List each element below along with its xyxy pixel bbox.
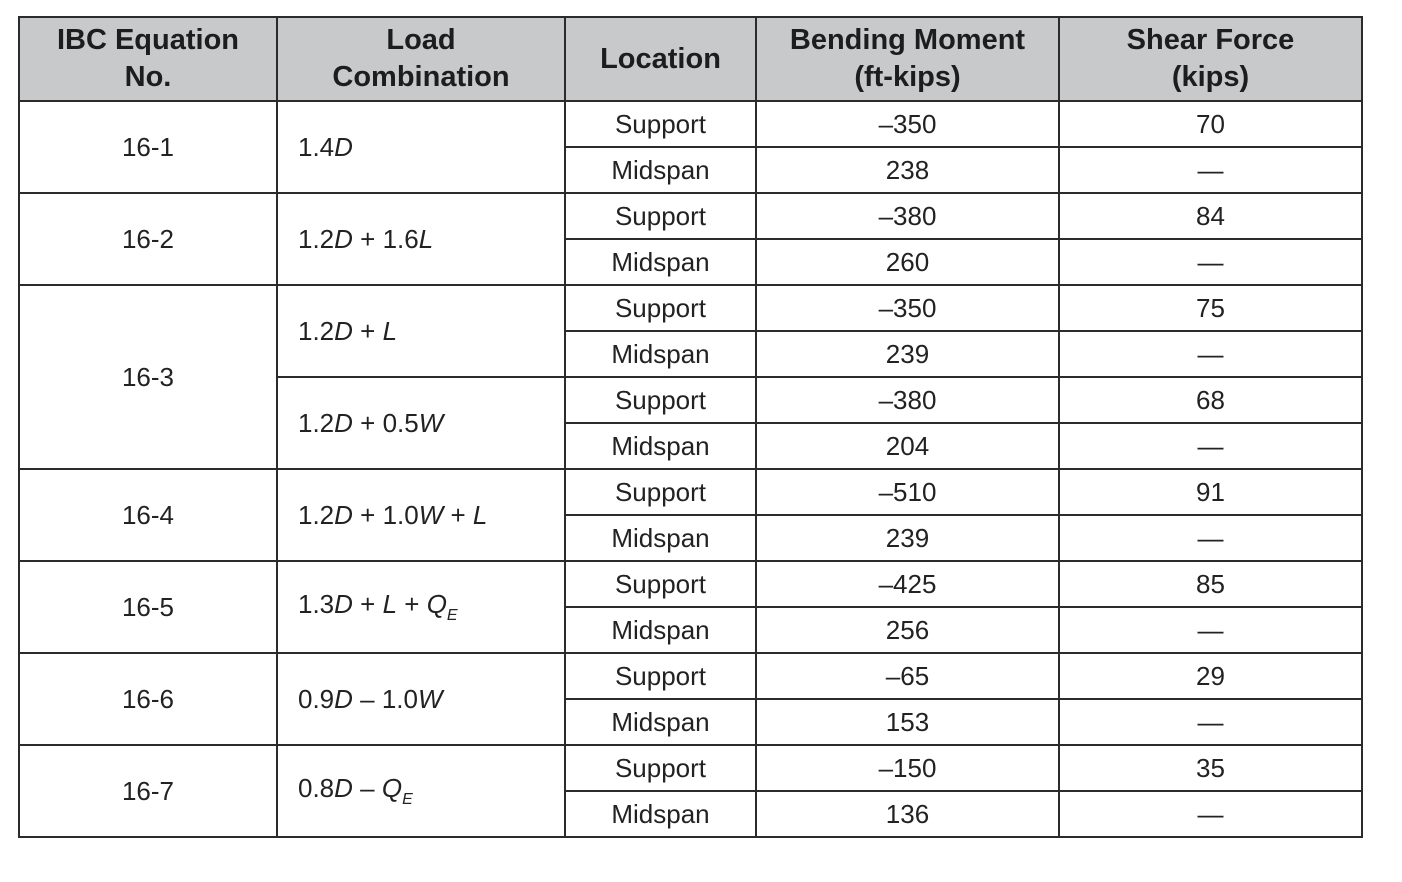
formula-term: Q bbox=[426, 589, 447, 619]
formula-term: W bbox=[418, 407, 444, 438]
bending-moment-cell: –65 bbox=[756, 653, 1059, 699]
location-cell: Midspan bbox=[565, 423, 756, 469]
bending-moment-cell: 256 bbox=[756, 607, 1059, 653]
header-shear-force-line1: Shear Force bbox=[1126, 24, 1295, 56]
equation-number-cell: 16-3 bbox=[19, 285, 277, 469]
formula-term: 1.2 bbox=[298, 223, 335, 254]
formula-subscript: E bbox=[446, 607, 458, 624]
location-cell: Support bbox=[565, 101, 756, 147]
equation-number-cell: 16-5 bbox=[19, 561, 277, 653]
load-combination-cell bbox=[277, 745, 565, 837]
shear-force-cell: — bbox=[1059, 147, 1362, 193]
equation-number-cell: 16-6 bbox=[19, 653, 277, 745]
table-row bbox=[19, 101, 1362, 147]
location-cell: Support bbox=[565, 285, 756, 331]
bending-moment-cell: –150 bbox=[756, 745, 1059, 791]
formula-term: D bbox=[334, 131, 353, 162]
formula-term: 0.8 bbox=[298, 773, 335, 803]
load-combination-cell bbox=[277, 285, 565, 377]
formula-term: L bbox=[418, 223, 434, 254]
formula-term: + bbox=[443, 499, 473, 530]
formula-term: 1.2 bbox=[298, 315, 335, 346]
formula-subscript: E bbox=[402, 791, 413, 808]
formula-term: D bbox=[334, 223, 353, 254]
formula-term: + 0.5 bbox=[352, 407, 419, 438]
formula-term: 1.2 bbox=[298, 499, 335, 530]
location-cell: Midspan bbox=[565, 331, 756, 377]
table-row bbox=[19, 285, 1362, 331]
header-load-combination bbox=[277, 17, 565, 101]
load-combination-cell bbox=[277, 377, 565, 469]
location-cell: Support bbox=[565, 745, 756, 791]
header-bending-moment-line1: Bending Moment bbox=[789, 24, 1026, 56]
formula-term: + 1.0 bbox=[352, 499, 419, 530]
shear-force-cell: 70 bbox=[1059, 101, 1362, 147]
bending-moment-cell: 239 bbox=[756, 331, 1059, 377]
bending-moment-cell: –425 bbox=[756, 561, 1059, 607]
formula-term: 0.9 bbox=[298, 683, 335, 714]
load-combination-cell bbox=[277, 561, 565, 653]
formula-term: D bbox=[334, 589, 353, 619]
formula-term: D bbox=[334, 683, 353, 714]
header-shear-force-line2: (kips) bbox=[1171, 61, 1250, 93]
header-location bbox=[565, 17, 756, 101]
bending-moment-cell: 239 bbox=[756, 515, 1059, 561]
shear-force-cell: 91 bbox=[1059, 469, 1362, 515]
bending-moment-cell: 136 bbox=[756, 791, 1059, 837]
table-row bbox=[19, 193, 1362, 239]
table-row bbox=[19, 745, 1362, 791]
header-load-combination-line1: Load bbox=[386, 24, 456, 56]
shear-force-cell: 29 bbox=[1059, 653, 1362, 699]
shear-force-cell: — bbox=[1059, 791, 1362, 837]
header-eq-no bbox=[19, 17, 277, 101]
shear-force-cell: — bbox=[1059, 607, 1362, 653]
formula-term: + bbox=[352, 315, 383, 346]
table-row bbox=[19, 561, 1362, 607]
formula-term: – 1.0 bbox=[352, 683, 418, 714]
bending-moment-cell: 204 bbox=[756, 423, 1059, 469]
location-cell: Support bbox=[565, 469, 756, 515]
formula-term: D bbox=[334, 773, 353, 803]
header-eq-no-line1: IBC Equation bbox=[56, 24, 240, 56]
formula-term: – bbox=[352, 773, 382, 803]
location-cell: Midspan bbox=[565, 699, 756, 745]
location-cell: Midspan bbox=[565, 515, 756, 561]
formula-term: L bbox=[382, 315, 398, 346]
formula-term: 1.2 bbox=[298, 407, 335, 438]
location-cell: Support bbox=[565, 561, 756, 607]
location-cell: Support bbox=[565, 653, 756, 699]
bending-moment-cell: –510 bbox=[756, 469, 1059, 515]
shear-force-cell: 75 bbox=[1059, 285, 1362, 331]
shear-force-cell: — bbox=[1059, 239, 1362, 285]
bending-moment-cell: –350 bbox=[756, 285, 1059, 331]
shear-force-cell: — bbox=[1059, 699, 1362, 745]
equation-number-cell: 16-1 bbox=[19, 101, 277, 193]
load-combination-cell bbox=[277, 193, 565, 285]
shear-force-cell: 85 bbox=[1059, 561, 1362, 607]
table-header bbox=[19, 17, 1362, 101]
shear-force-cell: — bbox=[1059, 331, 1362, 377]
formula-term: + bbox=[397, 589, 427, 619]
location-cell: Midspan bbox=[565, 147, 756, 193]
equation-number-cell: 16-4 bbox=[19, 469, 277, 561]
load-combination-cell bbox=[277, 469, 565, 561]
load-combination-cell bbox=[277, 653, 565, 745]
formula-term: W bbox=[418, 683, 443, 714]
location-cell: Support bbox=[565, 377, 756, 423]
header-bending-moment bbox=[756, 17, 1059, 101]
shear-force-cell: 84 bbox=[1059, 193, 1362, 239]
formula-term: + 1.6 bbox=[352, 223, 419, 254]
header-row bbox=[19, 17, 1362, 101]
location-cell: Support bbox=[565, 193, 756, 239]
table-row bbox=[19, 469, 1362, 515]
shear-force-cell: 68 bbox=[1059, 377, 1362, 423]
bending-moment-cell: –380 bbox=[756, 377, 1059, 423]
equation-number-cell: 16-7 bbox=[19, 745, 277, 837]
header-load-combination-line2: Combination bbox=[332, 61, 510, 93]
formula-term: L bbox=[472, 499, 488, 530]
location-cell: Midspan bbox=[565, 791, 756, 837]
location-cell: Midspan bbox=[565, 607, 756, 653]
bending-moment-cell: 260 bbox=[756, 239, 1059, 285]
header-eq-no-line2: No. bbox=[124, 61, 172, 93]
header-shear-force bbox=[1059, 17, 1362, 101]
table-body bbox=[19, 101, 1362, 837]
load-combination-cell bbox=[277, 101, 565, 193]
formula-term: Q bbox=[381, 773, 403, 803]
equation-number-cell: 16-2 bbox=[19, 193, 277, 285]
bending-moment-cell: –350 bbox=[756, 101, 1059, 147]
shear-force-cell: 35 bbox=[1059, 745, 1362, 791]
shear-force-cell: — bbox=[1059, 515, 1362, 561]
bending-moment-cell: 238 bbox=[756, 147, 1059, 193]
formula-term: D bbox=[334, 315, 353, 346]
header-bending-moment-line2: (ft-kips) bbox=[854, 61, 961, 93]
shear-force-cell: — bbox=[1059, 423, 1362, 469]
bending-moment-cell: –380 bbox=[756, 193, 1059, 239]
load-combination-table bbox=[18, 16, 1363, 838]
header-location-label: Location bbox=[600, 42, 721, 75]
formula-term: 1.4 bbox=[298, 131, 335, 162]
formula-term: W bbox=[418, 499, 444, 530]
formula-term: D bbox=[334, 407, 353, 438]
formula-term: L bbox=[382, 589, 398, 619]
bending-moment-cell: 153 bbox=[756, 699, 1059, 745]
formula-term: 1.3 bbox=[298, 589, 335, 619]
formula-term: D bbox=[334, 499, 353, 530]
table-row bbox=[19, 653, 1362, 699]
formula-term: + bbox=[352, 589, 383, 619]
location-cell: Midspan bbox=[565, 239, 756, 285]
